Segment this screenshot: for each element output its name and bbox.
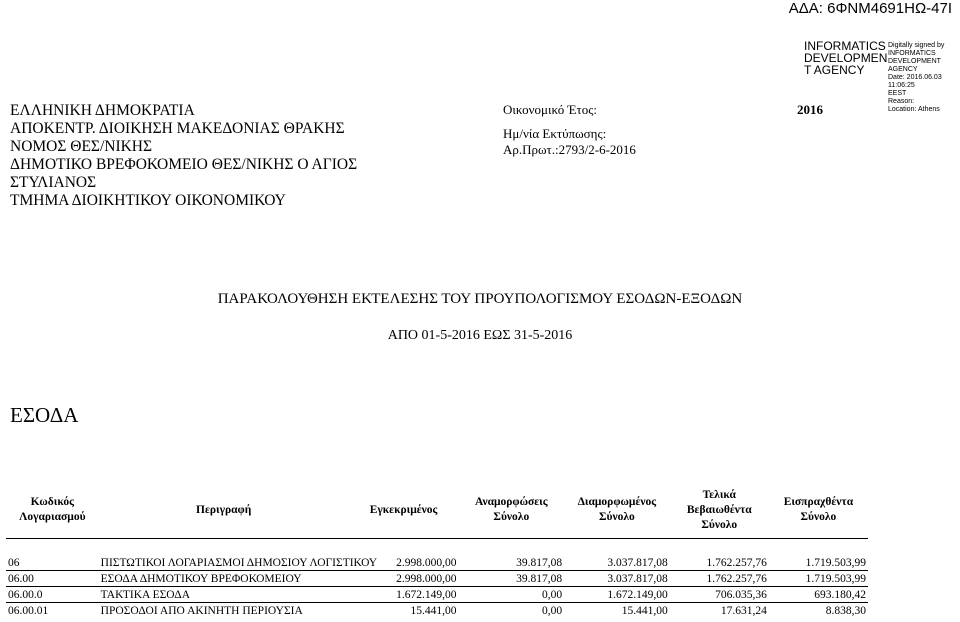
table-row: [6, 571, 868, 587]
org-line: ΔΗΜΟΤΙΚΟ ΒΡΕΦΟΚΟΜΕΙΟ ΘΕΣ/ΝΙΚΗΣ Ο ΑΓΙΟΣ: [10, 156, 358, 173]
account-code: 06: [6, 539, 99, 571]
column-header-collected: Εισπραχθέντα Σύνολο: [783, 496, 854, 523]
signature-name-line: INFORMATICS: [804, 39, 886, 53]
section-title: ΕΣΟΔΑ: [10, 403, 79, 427]
column-header-approved: Εγκεκριμένος: [369, 503, 438, 516]
column-header-amendments: Αναμορφώσεις Σύνολο: [475, 496, 548, 523]
signature-name-line: DEVELOPMEN: [804, 51, 888, 65]
column-header-adjusted: Διαμορφωμένος Σύνολο: [577, 496, 657, 523]
organization-header: [10, 102, 440, 210]
adjusted-amount: 3.037.817,08: [564, 539, 670, 571]
account-code: 06.00: [6, 571, 99, 587]
assessed-amount: 1.762.257,76: [670, 571, 769, 587]
account-description: ΤΑΚΤΙΚΑ ΕΣΟΔΑ: [99, 587, 349, 603]
collected-amount: 1.719.503,99: [769, 539, 868, 571]
signature-info-line: Location: Athens: [888, 106, 940, 113]
report-title: ΠΑΡΑΚΟΛΟΥΘΗΣΗ ΕΚΤΕΛΕΣΗΣ ΤΟΥ ΠΡΟΥΠΟΛΟΓΙΣΜΟΥ ΕΣΟΔΩΝ-ΕΞΟΔΩΝ: [217, 291, 743, 307]
table-row: [6, 603, 868, 619]
org-line: ΣΤΥΛΙΑΝΟΣ: [10, 174, 97, 191]
assessed-amount: 706.035,36: [670, 587, 769, 603]
collected-amount: 693.180,42: [769, 587, 868, 603]
signature-info: [888, 42, 960, 114]
signature-name-line: T AGENCY: [804, 63, 865, 77]
protocol-number: Αρ.Πρωτ.:2793/2-6-2016: [503, 142, 636, 157]
amendments-amount: 0,00: [459, 587, 565, 603]
amendments-amount: 0,00: [459, 603, 565, 619]
signature-info-line: Reason:: [888, 98, 915, 105]
document-info: [503, 102, 823, 158]
signature-info-line: INFORMATICS: [888, 50, 936, 57]
table-row: [6, 587, 868, 603]
signature-info-line: Date: 2016.06.03 11:06:25: [888, 74, 942, 89]
account-code: 06.00.0: [6, 587, 99, 603]
approved-amount: 15.441,00: [349, 603, 459, 619]
signature-info-line: DEVELOPMENT AGENCY: [888, 58, 941, 73]
org-line: ΝΟΜΟΣ ΘΕΣ/ΝΙΚΗΣ: [10, 138, 153, 155]
table-row: [6, 539, 868, 571]
amendments-amount: 39.817,08: [459, 571, 565, 587]
approved-amount: 2.998.000,00: [349, 571, 459, 587]
column-header-code: Κωδικός Λογαριασμού: [19, 496, 86, 523]
org-line: ΑΠΟΚΕΝΤΡ. ΔΙΟΙΚΗΣΗ ΜΑΚΕΔΟΝΙΑΣ ΘΡΑΚΗΣ: [10, 120, 345, 137]
fiscal-year-value: 2016: [797, 102, 823, 117]
fiscal-year-row: [503, 102, 823, 118]
account-description: ΕΣΟΔΑ ΔΗΜΟΤΙΚΟΥ ΒΡΕΦΟΚΟΜΕΙΟΥ: [99, 571, 349, 587]
org-line: ΕΛΛΗΝΙΚΗ ΔΗΜΟΚΡΑΤΙΑ: [10, 102, 195, 119]
assessed-amount: 1.762.257,76: [670, 539, 769, 571]
adjusted-amount: 15.441,00: [564, 603, 670, 619]
adjusted-amount: 3.037.817,08: [564, 571, 670, 587]
approved-amount: 1.672.149,00: [349, 587, 459, 603]
amendments-amount: 39.817,08: [459, 539, 565, 571]
column-header-assessed: Τελικά Βεβαιωθέντα Σύνολο: [686, 488, 752, 531]
report-period: ΑΠΟ 01-5-2016 ΕΩΣ 31-5-2016: [387, 328, 573, 343]
collected-amount: 1.719.503,99: [769, 571, 868, 587]
ada-code: ΑΔΑ: 6ΦΝΜ4691ΗΩ-47Ι: [788, 0, 952, 17]
account-description: ΠΙΣΤΩΤΙΚΟΙ ΛΟΓΑΡΙΑΣΜΟΙ ΔΗΜΟΣΙΟΥ ΛΟΓΙΣΤΙΚΟΥ: [99, 539, 349, 571]
revenue-table: [6, 482, 868, 618]
column-header-description: Περιγραφή: [196, 503, 252, 516]
account-code: 06.00.01: [6, 603, 99, 619]
collected-amount: 8.838,30: [769, 603, 868, 619]
print-date-label: Ημ/νία Εκτύπωσης:: [503, 126, 607, 141]
approved-amount: 2.998.000,00: [349, 539, 459, 571]
org-line: ΤΜΗΜΑ ΔΙΟΙΚΗΤΙΚΟΥ ΟΙΚΟΝΟΜΙΚΟΥ: [10, 192, 286, 209]
assessed-amount: 17.631,24: [670, 603, 769, 619]
signature-info-line: EEST: [888, 90, 907, 97]
signature-name: [804, 39, 888, 77]
fiscal-year-label: Οικονομικό Έτος:: [503, 102, 598, 117]
adjusted-amount: 1.672.149,00: [564, 587, 670, 603]
account-description: ΠΡΟΣΟΔΟΙ ΑΠΟ ΑΚΙΝΗΤΗ ΠΕΡΙΟΥΣΙΑ: [99, 603, 349, 619]
signature-info-line: Digitally signed by: [888, 42, 945, 49]
table-header-row: [6, 482, 868, 539]
